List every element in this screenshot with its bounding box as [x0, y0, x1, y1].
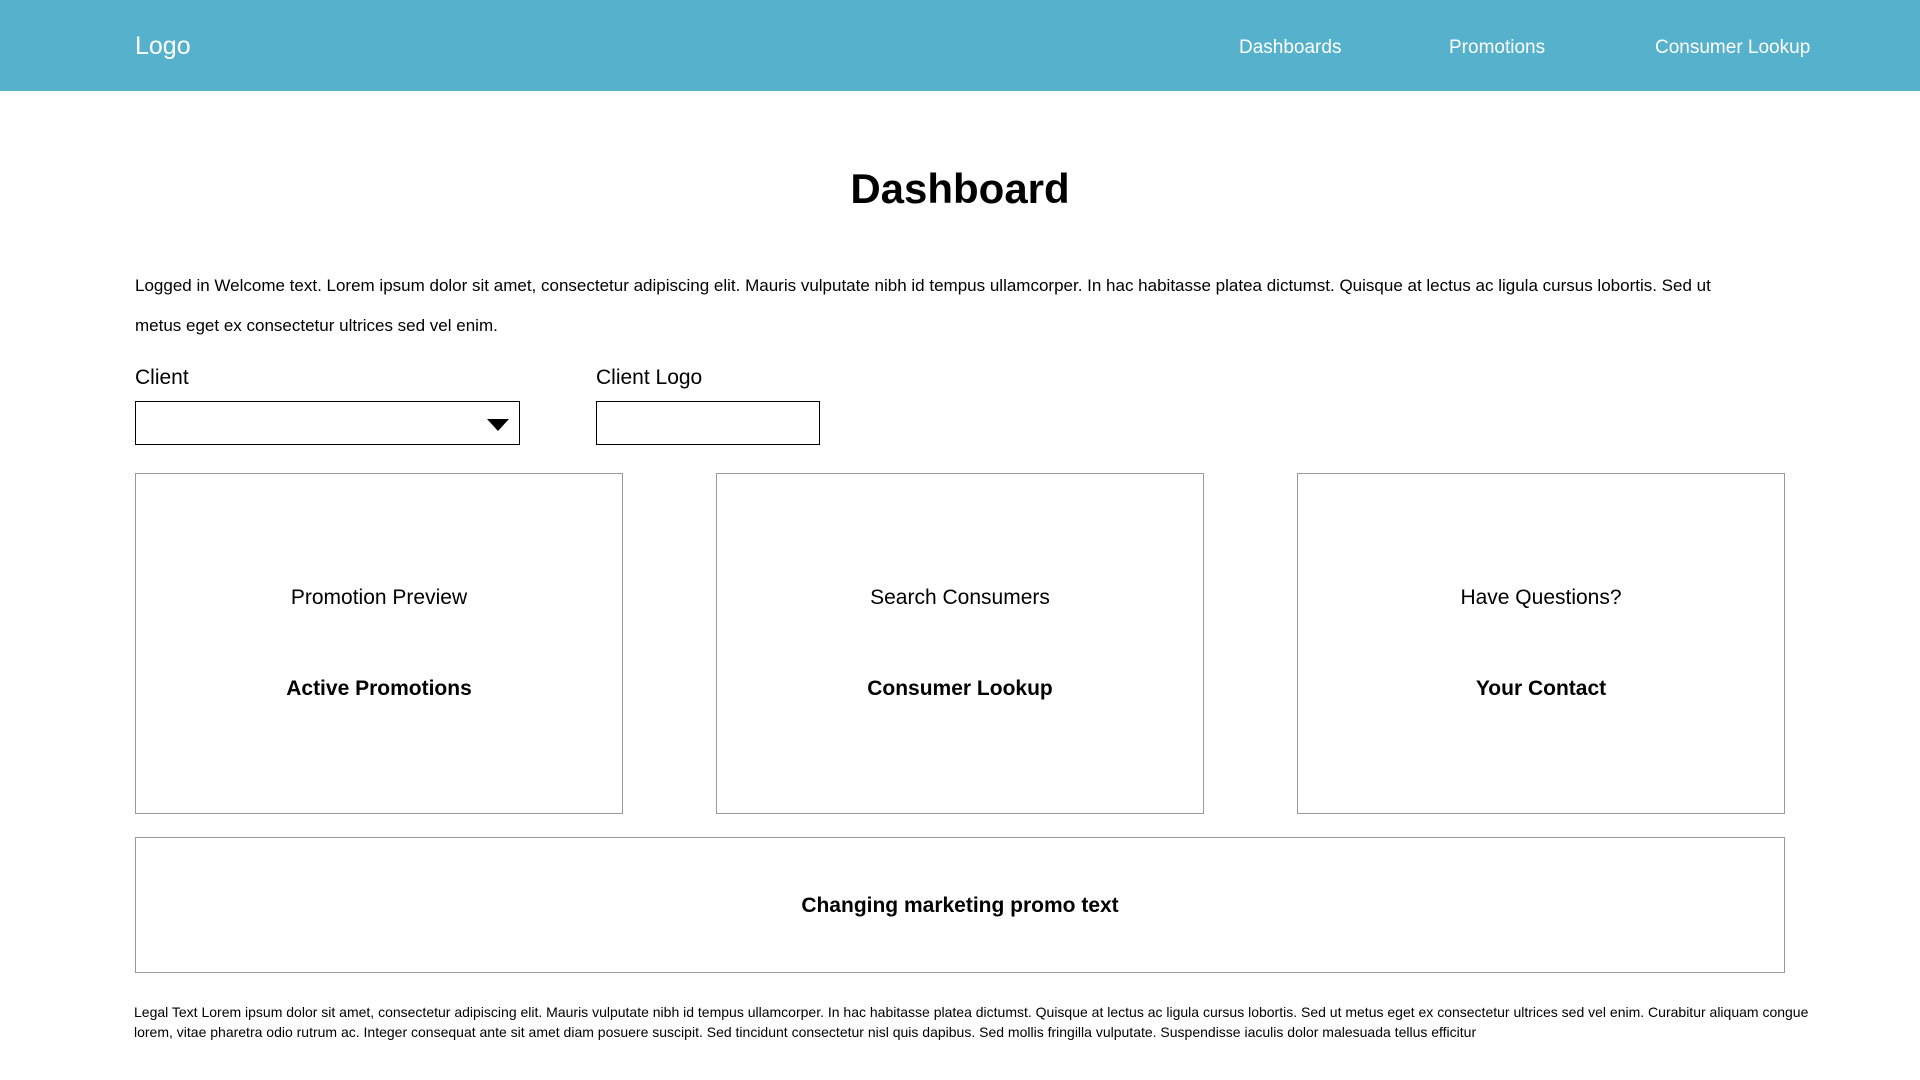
nav-link-dashboards[interactable]: Dashboards	[1239, 37, 1342, 58]
client-dropdown[interactable]	[135, 401, 520, 445]
card-active-promotions[interactable]	[135, 473, 623, 814]
page-title: Dashboard	[850, 165, 1070, 212]
client-logo-box	[596, 401, 820, 445]
card-title: Active Promotions	[286, 677, 472, 700]
legal-text: Legal Text Lorem ipsum dolor sit amet, consectetur adipiscing elit. Mauris vulputate nibh id tempus ullamcorper. In hac habitasse platea dictumst. Quisque at lectus ac ligula cursus lobortis. Sed ut metus eget ex consectetur ultrices sed vel enim. Curabitur aliquam congue lorem, vitae pharetra odio rutrum ac. Integer consequat ante sit amet diam posuere suscipit. Sed tincidunt consectetur nisl quis dapibus. Sed mollis fringilla vulputate. Suspendisse iaculis dolor malesuada tellus efficitur	[134, 1004, 1809, 1040]
marketing-promo-banner[interactable]	[135, 837, 1785, 973]
card-subtitle: Promotion Preview	[290, 586, 468, 609]
card-consumer-lookup[interactable]	[716, 473, 1204, 814]
card-your-contact[interactable]	[1297, 473, 1785, 814]
chevron-down-icon[interactable]	[487, 419, 509, 431]
logo[interactable]: Logo	[135, 32, 191, 60]
nav-link-promotions[interactable]: Promotions	[1449, 37, 1546, 58]
card-title: Your Contact	[1475, 677, 1607, 700]
card-title: Consumer Lookup	[867, 677, 1053, 700]
client-logo-label: Client Logo	[596, 366, 703, 389]
top-navigation-bar	[0, 0, 1920, 91]
welcome-text: Logged in Welcome text. Lorem ipsum dolor sit amet, consectetur adipiscing elit. Mauris vulputate nibh id tempus ullamcorper. In hac habitasse platea dictumst. Quisque at lectus ac ligula cursus lobortis. Sed ut metus eget ex consectetur ultrices sed vel enim.	[135, 276, 1711, 335]
card-subtitle: Have Questions?	[1460, 586, 1622, 609]
client-label: Client	[135, 366, 189, 389]
card-subtitle: Search Consumers	[870, 586, 1050, 609]
nav-link-consumer-lookup[interactable]: Consumer Lookup	[1655, 37, 1811, 58]
promo-text: Changing marketing promo text	[801, 894, 1119, 917]
